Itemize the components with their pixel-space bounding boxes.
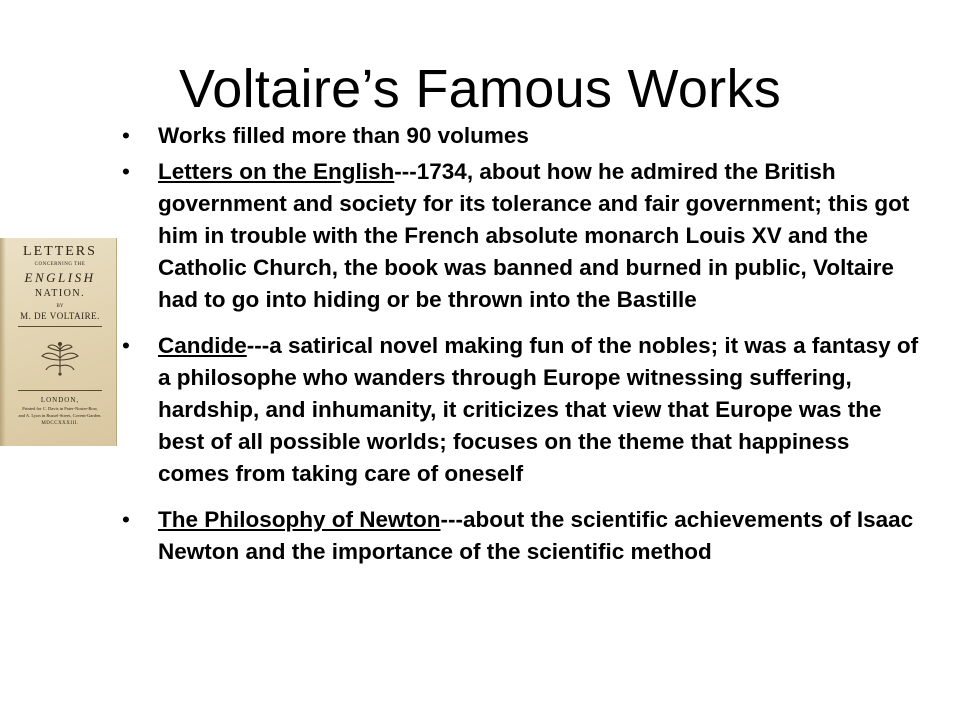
bullet-list — [122, 120, 922, 572]
bullet-marker: • — [122, 159, 130, 184]
bullet-text: Works filled more than 90 volumes — [158, 123, 529, 148]
book-line-9: and A. Lyon in Russel-Street, Covent-Garden. — [18, 413, 102, 418]
book-ornament-icon — [36, 338, 84, 378]
bullet-item — [122, 504, 922, 568]
book-line-4: NATION. — [34, 288, 86, 299]
book-spine-shadow — [0, 238, 6, 446]
bullet-text: ---a satirical novel making fun of the nobles; it was a fantasy of a philosophe who wanders through Europe witnessing suffering, hardship, and inhumanity, it criticizes that view that Europe was the best of all possible worlds; focuses on the theme that happiness comes from taking care of oneself — [158, 333, 919, 486]
bullet-marker: • — [122, 333, 130, 358]
book-line-6: M. DE VOLTAIRE. — [20, 311, 100, 321]
work-title-philosophy-of-newton: The Philosophy of Newton — [158, 507, 441, 532]
bullet-item — [122, 330, 922, 490]
bullet-text: ---about the scientific achievements of Isaac Newton and the importance of the scientific method — [158, 507, 914, 564]
book-line-10: MDCCXXXIII. — [41, 421, 79, 426]
slide-title: Voltaire’s Famous Works — [178, 59, 782, 119]
bullet-item — [122, 156, 922, 316]
book-line-7: LONDON, — [40, 396, 80, 404]
work-title-letters-on-the-english: Letters on the English — [158, 159, 395, 184]
bullet-text: ---1734, about how he admired the British government and society for its tolerance and fair government; this got him in trouble with the French absolute monarch Louis XV and the Catholic Church, the book was banned and burned in public, Voltaire had to go into hiding or be thrown into the Bastille — [158, 159, 910, 312]
book-rule — [18, 326, 102, 327]
book-line-1: LETTERS — [23, 244, 97, 259]
book-line-5: BY — [56, 304, 64, 309]
book-line-8: Printed for C. Davis in Pater-Noster-Row, — [22, 406, 98, 411]
bullet-marker: • — [122, 507, 130, 532]
book-line-2: CONCERNING THE — [34, 262, 86, 267]
bullet-marker: • — [122, 123, 130, 148]
book-title-page-image — [0, 238, 117, 446]
book-line-3: ENGLISH — [24, 270, 96, 285]
work-title-candide: Candide — [158, 333, 247, 358]
book-rule-2 — [18, 390, 102, 391]
bullet-item — [122, 120, 922, 152]
